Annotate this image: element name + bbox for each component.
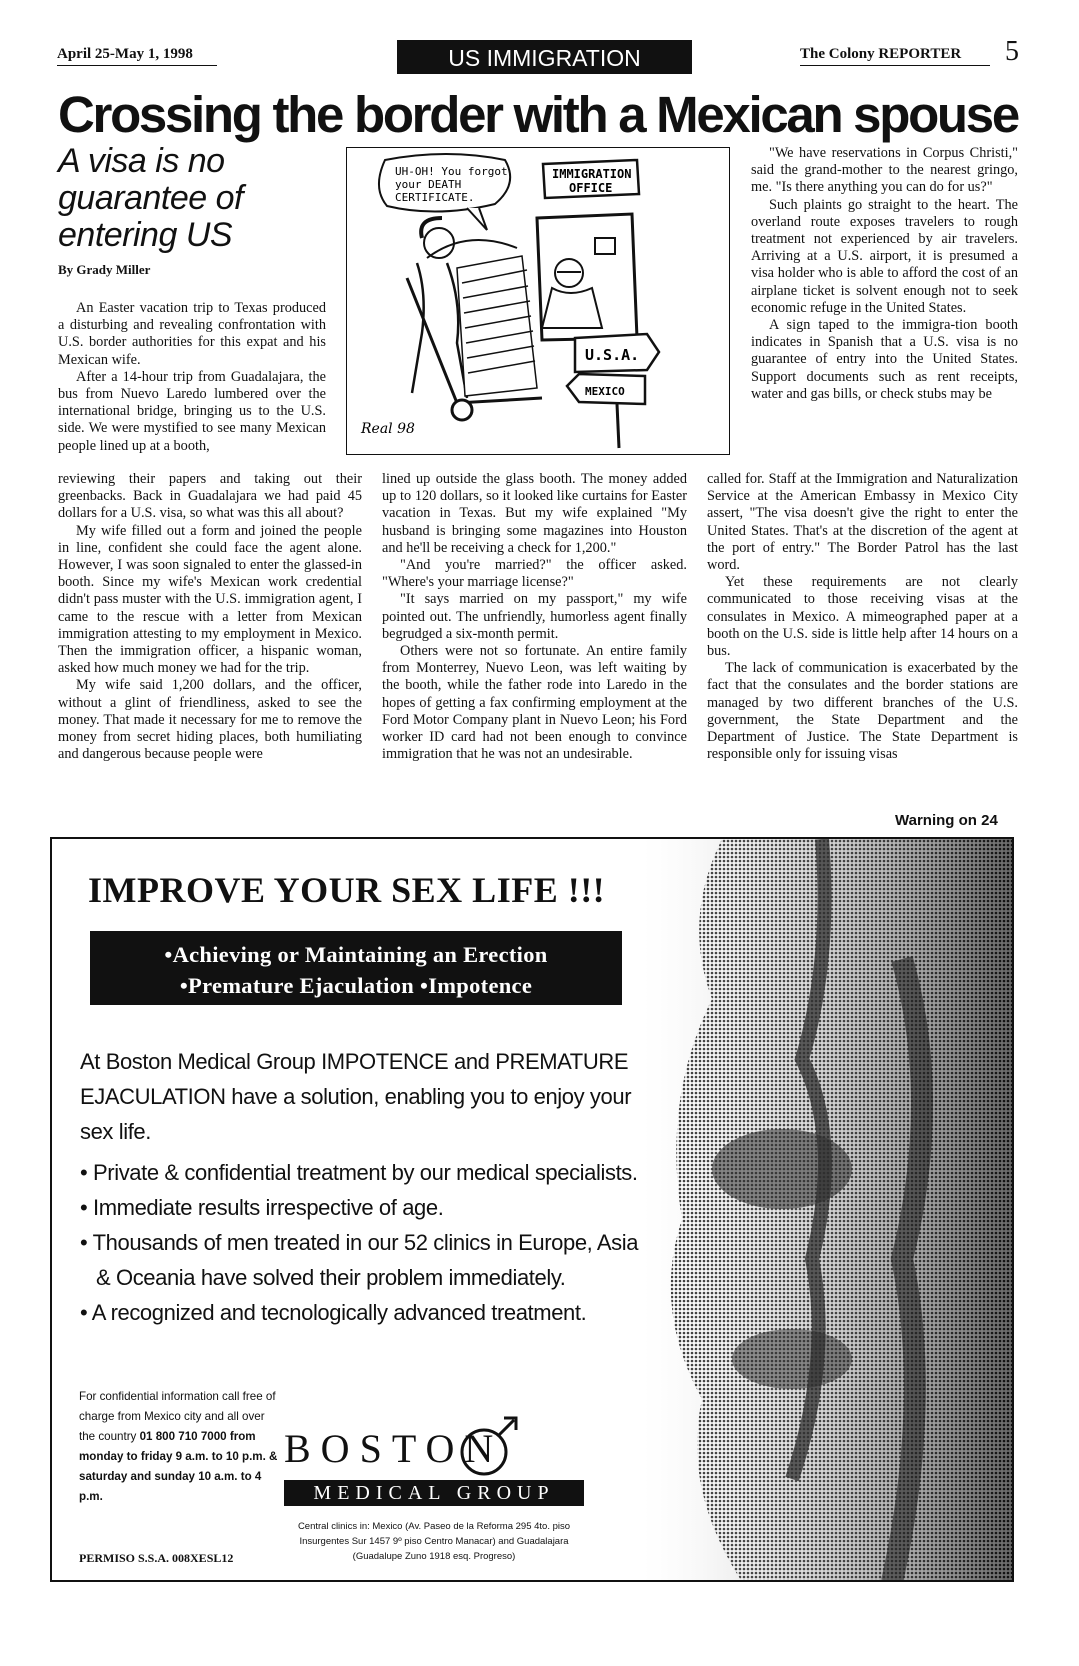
paragraph: reviewing their papers and taking out their greenbacks. Back in Guadalajara we had paid 45 dollars for a U.S. visa, so what was this all about? <box>58 471 362 522</box>
logo-medical-group: MEDICAL GROUP <box>284 1480 584 1506</box>
speech-line: UH-OH! You forgot <box>395 165 508 178</box>
page-number: 5 <box>1005 36 1019 67</box>
cartoon-drawing <box>347 148 728 453</box>
advertisement <box>50 837 1014 1582</box>
ad-photo <box>642 839 1014 1582</box>
ad-intro: At Boston Medical Group IMPOTENCE and PREMATURE EJACULATION have a solution, enabling you to enjoy your sex life. <box>80 1049 632 1144</box>
logo-mark-icon <box>452 1414 522 1484</box>
continued-jump: Warning on 24 <box>895 812 998 829</box>
ad-bullet: • Immediate results irrespective of age. <box>80 1195 444 1220</box>
paper-name: The Colony REPORTER <box>800 46 990 66</box>
column-2 <box>382 471 687 763</box>
paragraph: called for. Staff at the Immigration and Naturalization Service at the American Embassy in Mexico City assert, "The visa doesn't give the right to enter the United States. That's at the discretion of the agent at the port of entry." The Border Patrol has the last word. <box>707 471 1018 574</box>
ad-contact <box>79 1387 283 1507</box>
paragraph: Such plaints go straight to the heart. The overland route exposes travelers to rough treatment not experienced by air travelers. Arriving at a U.S. airport, it is presumed a visa holder who is able to afford the cost of an airplane ticket is solvent enough not to seek economic refuge in the United States. <box>751 196 1018 316</box>
editorial-cartoon <box>346 147 730 455</box>
ad-bullet: • A recognized and tecnologically advanced treatment. <box>80 1300 587 1325</box>
ad-clinics: Central clinics in: Mexico (Av. Paseo de la Reforma 295 4to. piso Insurgentes Sur 1457 9º piso Centro Manacar) and Guadalajara (Guadalupe Zuno 1918 esq. Progreso) <box>297 1521 571 1562</box>
column-3-top <box>751 145 1018 403</box>
column-1-top <box>58 300 326 455</box>
speech-line: CERTIFICATE. <box>395 191 475 204</box>
ad-body <box>80 1044 640 1330</box>
ad-permiso: PERMISO S.S.A. 008XESL12 <box>79 1551 234 1565</box>
ad-bullet: • Thousands of men treated in our 52 clinics in Europe, Asia & Oceania have solved their problem immediately. <box>80 1230 639 1290</box>
logo-boston: BOSTON <box>284 1426 504 1471</box>
deck: A visa is no guarantee of entering US <box>58 142 243 254</box>
byline: By Grady Miller <box>58 262 151 277</box>
office-sign-line: OFFICE <box>569 181 613 195</box>
paragraph: Others were not so fortunate. An entire family from Monterrey, Nuevo Leon, was left waiting by the booth, while the father rode into Laredo in the hopes of getting a fax confirming employment at the Ford Motor Company plant in Nuevo Leon; his Ford worker ID card had not been enough to convince immigration that he was not an undesirable. <box>382 643 687 763</box>
paragraph: Yet these requirements are not clearly communicated to those receiving visas at the consulates in Mexico. A mimeographed paper at a booth on the U.S. side is little help after 14 hours on a bus. <box>707 574 1018 660</box>
paragraph: After a 14-hour trip from Guadalajara, the bus from Nuevo Laredo lumbered over the international bridge, bringing us to the U.S. side. We were mystified to see many Mexican people lined up at a booth, <box>58 368 326 454</box>
issue-date: April 25-May 1, 1998 <box>57 46 217 66</box>
paragraph: lined up outside the glass booth. The money added up to 120 dollars, so it looked like curtains for Easter vacation in Texas. But my wife explained "My husband is bringing some magazines into Houston and he'll be receiving a check for 1,200." <box>382 471 687 556</box>
sign-mexico: MEXICO <box>585 385 625 398</box>
cartoonist-signature: Real 98 <box>361 421 415 437</box>
ad-condition-line: •Achieving or Maintaining an Erection <box>164 942 548 967</box>
ad-bullet: • Private & confidential treatment by our medical specialists. <box>80 1160 638 1185</box>
column-1-bottom <box>58 471 362 763</box>
ad-contact-hours: 01 800 710 7000 from monday to friday 9 a.m. to 10 p.m. & saturday and sunday 10 a.m. to 4 p.m. <box>79 1430 278 1503</box>
ad-condition-line: •Premature Ejaculation •Impotence <box>179 973 533 998</box>
paragraph: "And you're married?" the officer asked. "Where's your marriage license?" <box>382 557 687 591</box>
paragraph: "It says married on my passport," my wife pointed out. The unfriendly, humorless agent finally begrudged a six-month permit. <box>382 591 687 642</box>
paragraph: An Easter vacation trip to Texas produced a disturbing and revealing confrontation with U.S. border authorities for this expat and his Mexican wife. <box>58 300 326 368</box>
sign-usa: U.S.A. <box>585 346 640 364</box>
ad-contact-intro: For confidential information call free of charge from Mexico city and all over the country <box>79 1390 276 1443</box>
ad-title: IMPROVE YOUR SEX LIFE !!! <box>88 870 606 910</box>
paragraph: The lack of communication is exacerbated by the fact that the consulates and the border stations are managed by two different branches of the U.S. government, the State Department and the Department of Justice. The State Department is responsible only for issuing visas <box>707 660 1018 763</box>
paragraph: My wife filled out a form and joined the people in line, confident she could face the agent alone. However, I was soon signaled to enter the glassed-in booth. Since my wife's Mexican work credential didn't pass muster with the U.S. immigration agent, I came to the rescue with a letter from Mexican immigration attesting to my employment in Mexico. Then the immigration officer, a hispanic woman, asked how much money we had for the trip. <box>58 522 362 677</box>
column-3-bottom <box>707 471 1018 763</box>
paragraph: A sign taped to the immigra-tion booth indicates in Spanish that a U.S. visa is no guarantee of entry into the United States. Support documents such as rent receipts, water and gas bills, or check stubs may be <box>751 317 1018 402</box>
paragraph: "We have reservations in Corpus Christi," said the grand-mother to the nearest gringo, me. "Is there anything you can do for us?" <box>751 145 1018 196</box>
paragraph: My wife said 1,200 dollars, and the officer, without a glint of friendliness, asked to see the money. That made it necessary for me to remove the money from secret hiding places, both humiliating and dangerous because people were <box>58 677 362 763</box>
speech-line: your DEATH <box>395 178 462 191</box>
headline: Crossing the border with a Mexican spouse <box>58 86 1018 143</box>
ad-conditions-box <box>90 931 622 1005</box>
office-sign-line: IMMIGRATION <box>552 167 632 181</box>
section-banner: US IMMIGRATION <box>397 40 692 74</box>
